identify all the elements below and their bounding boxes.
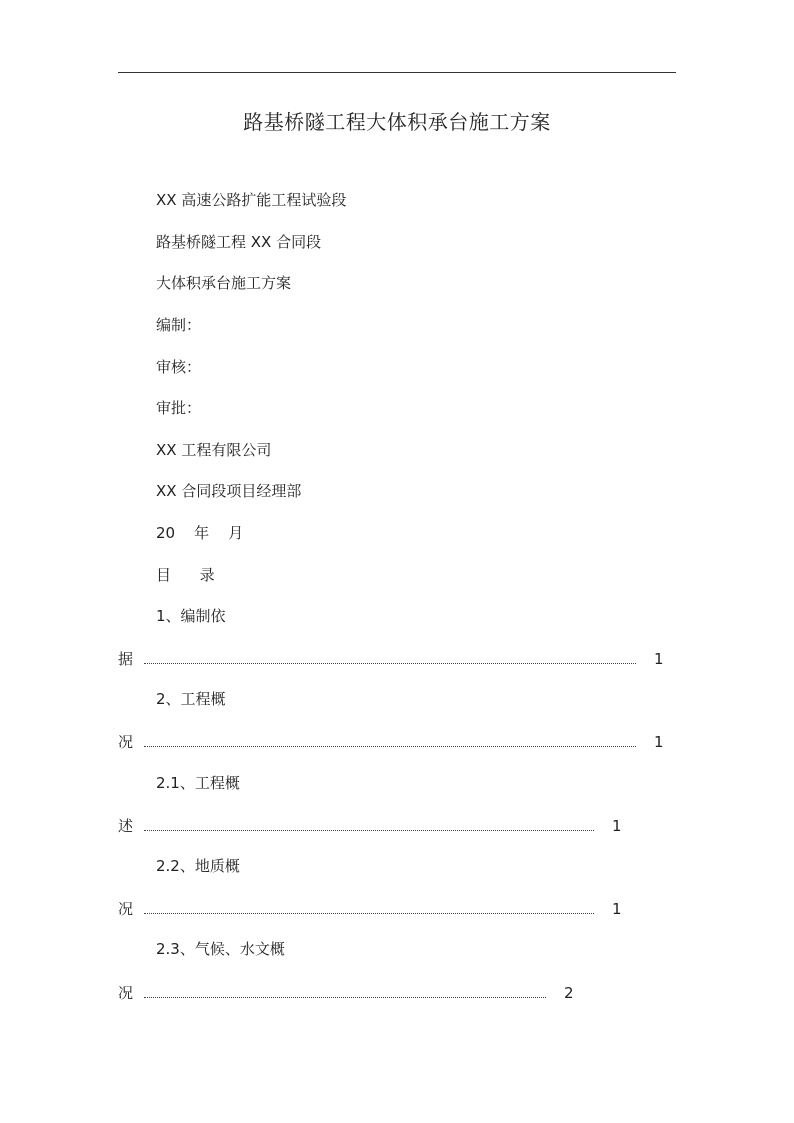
toc-entry-5-tail-text: 况 bbox=[118, 984, 134, 1002]
toc-entry-1-page: 1 bbox=[654, 650, 664, 668]
cover-line-company: XX 工程有限公司 bbox=[156, 441, 272, 459]
toc-entry-1-head[interactable]: 1、编制依 bbox=[156, 607, 226, 625]
toc-entry-5-tail[interactable] bbox=[118, 983, 578, 1003]
cover-line-approved-by: 审批： bbox=[156, 399, 202, 417]
document-title: 路基桥隧工程大体积承台施工方案 bbox=[243, 110, 551, 134]
toc-entry-5-page: 2 bbox=[564, 984, 574, 1002]
header-rule bbox=[118, 72, 676, 73]
toc-entry-4-head[interactable]: 2.2、地质概 bbox=[156, 857, 240, 875]
toc-entry-4-page: 1 bbox=[612, 900, 622, 918]
toc-entry-3-page: 1 bbox=[612, 817, 622, 835]
toc-entry-2-head[interactable]: 2、工程概 bbox=[156, 690, 226, 708]
cover-line-department: XX 合同段项目经理部 bbox=[156, 482, 302, 500]
toc-leader-dots bbox=[144, 734, 636, 747]
toc-leader-dots bbox=[144, 651, 636, 664]
toc-leader-dots bbox=[144, 985, 546, 998]
cover-line-date: 20 年 月 bbox=[156, 524, 244, 542]
cover-line-prepared-by: 编制： bbox=[156, 316, 202, 334]
toc-leader-dots bbox=[144, 818, 594, 831]
toc-entry-1-tail[interactable] bbox=[118, 649, 668, 669]
toc-heading: 目 录 bbox=[156, 566, 215, 584]
toc-leader-dots bbox=[144, 901, 594, 914]
toc-entry-3-tail-text: 述 bbox=[118, 817, 134, 835]
cover-line-project: XX 高速公路扩能工程试验段 bbox=[156, 191, 347, 209]
toc-entry-4-tail-text: 况 bbox=[118, 900, 134, 918]
toc-entry-1-tail-text: 据 bbox=[118, 650, 134, 668]
toc-entry-2-page: 1 bbox=[654, 733, 664, 751]
toc-entry-5-head[interactable]: 2.3、气候、水文概 bbox=[156, 940, 285, 958]
toc-entry-2-tail[interactable] bbox=[118, 732, 668, 752]
toc-entry-4-tail[interactable] bbox=[118, 899, 626, 919]
toc-entry-3-tail[interactable] bbox=[118, 816, 626, 836]
toc-entry-3-head[interactable]: 2.1、工程概 bbox=[156, 774, 240, 792]
toc-entry-2-tail-text: 况 bbox=[118, 733, 134, 751]
cover-line-reviewed-by: 审核： bbox=[156, 358, 202, 376]
cover-line-contract: 路基桥隧工程 XX 合同段 bbox=[156, 233, 322, 251]
cover-line-plan: 大体积承台施工方案 bbox=[156, 274, 292, 292]
